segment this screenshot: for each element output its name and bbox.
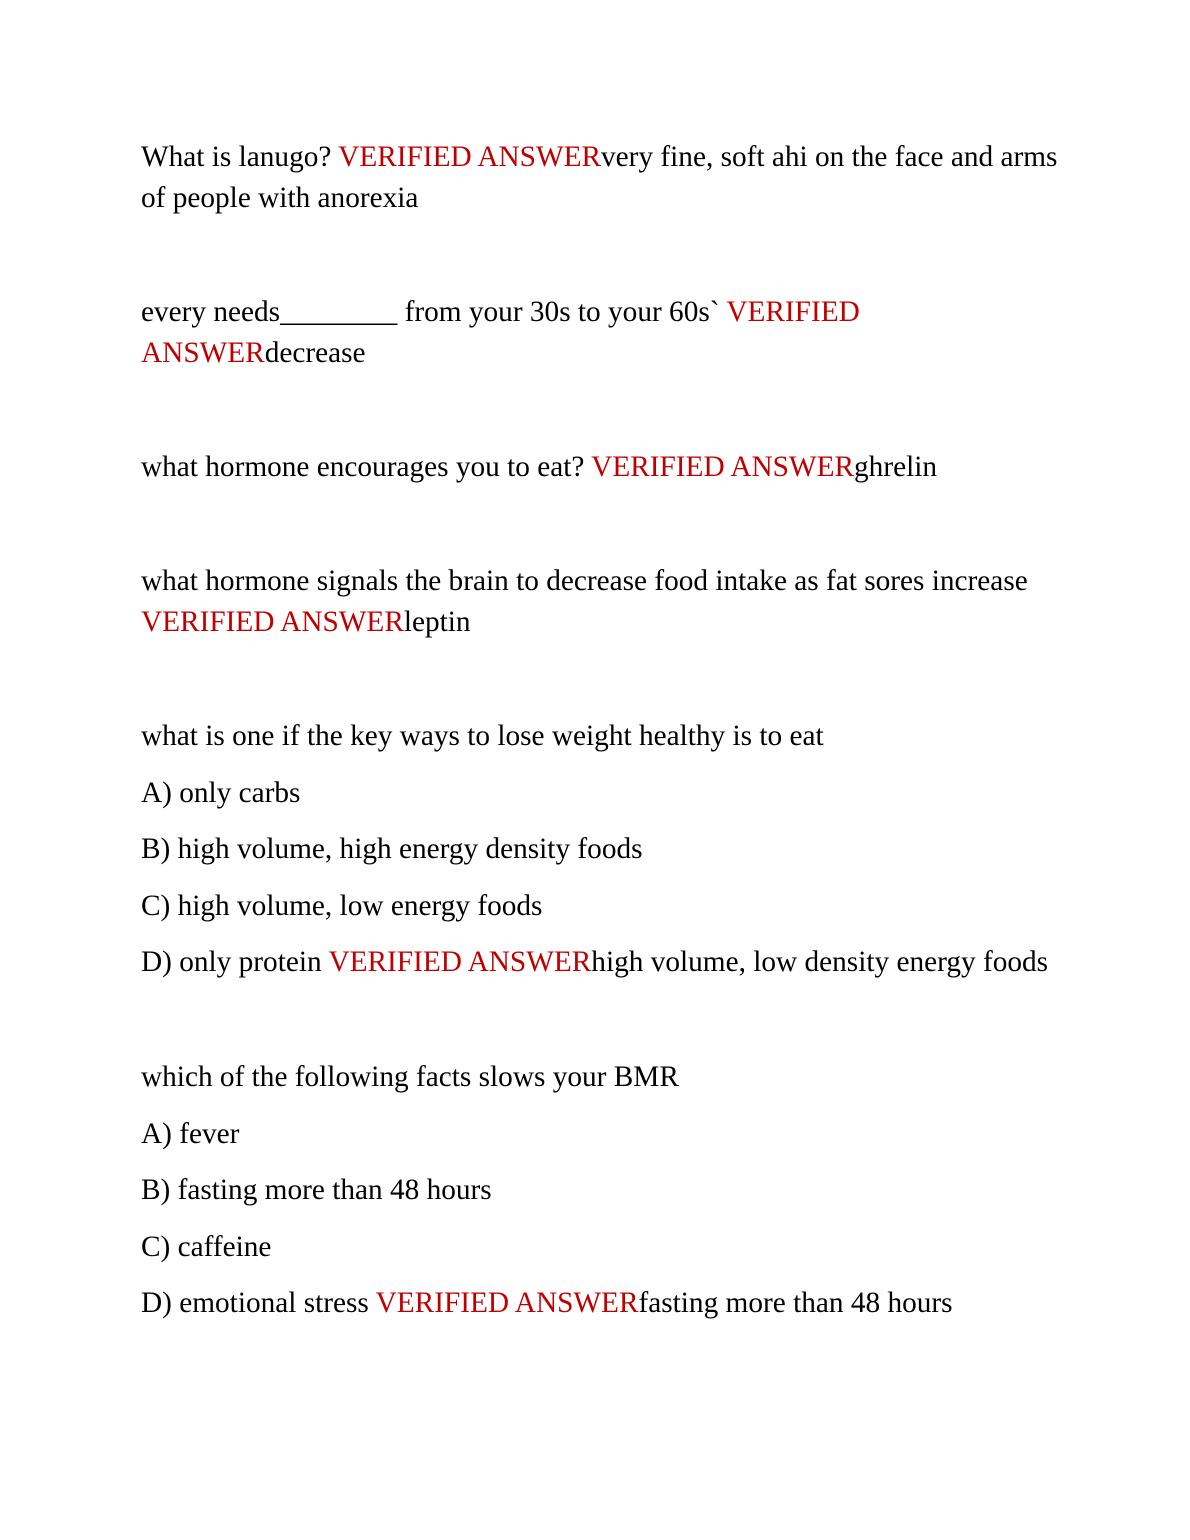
verified-answer-label: VERIFIED ANSWER	[375, 1287, 639, 1319]
verified-answer-label: VERIFIED ANSWER	[141, 296, 860, 369]
question-prompt: what hormone encourages you to eat?	[141, 451, 592, 483]
option-b: B) fasting more than 48 hours	[141, 1174, 492, 1206]
question-text	[141, 292, 1061, 374]
question-prompt: What is lanugo?	[141, 141, 339, 173]
question-prompt: what is one if the key ways to lose weight healthy is to eat	[141, 720, 824, 752]
verified-answer-label: VERIFIED ANSWER	[591, 451, 855, 483]
question-block-2	[141, 292, 1061, 374]
document-body	[141, 137, 1061, 1397]
option-c: C) high volume, low energy foods	[141, 889, 543, 922]
option-d: D) only protein	[141, 946, 329, 978]
answer-text: leptin	[403, 606, 471, 638]
option-c: C) caffeine	[141, 1230, 272, 1263]
question-block-5	[141, 716, 1061, 983]
answer-text: decrease	[264, 337, 366, 369]
answer-text: fasting more than 48 hours	[638, 1287, 953, 1319]
option-a: A) fever	[141, 1117, 240, 1150]
question-prompt: which of the following facts slows your BMR	[141, 1061, 679, 1093]
answer-text: ghrelin	[854, 451, 937, 483]
verified-answer-label: VERIFIED ANSWER	[328, 946, 592, 978]
question-text	[141, 561, 1061, 643]
question-prompt: every needs________ from your 30s to your 60s`	[141, 296, 727, 328]
verified-answer-label: VERIFIED ANSWER	[141, 606, 404, 638]
option-d-with-answer	[141, 942, 1061, 983]
option-a: A) only carbs	[141, 776, 301, 809]
option-b: B) high volume, high energy density foods	[141, 833, 643, 865]
question-block-6	[141, 1057, 1061, 1324]
question-text	[141, 137, 1061, 219]
answer-text: very fine, soft ahi on the face and arms of people with anorexia	[141, 141, 1058, 214]
option-d-with-answer	[141, 1283, 1061, 1324]
question-block-1	[141, 137, 1061, 219]
question-prompt: what hormone signals the brain to decrease food intake as fat sores increase	[141, 565, 1028, 597]
question-text	[141, 447, 1061, 488]
answer-text: high volume, low density energy foods	[591, 946, 1049, 978]
question-block-4	[141, 561, 1061, 643]
option-d: D) emotional stress	[141, 1287, 376, 1319]
verified-answer-label: VERIFIED ANSWER	[338, 141, 602, 173]
question-block-3	[141, 447, 1061, 488]
